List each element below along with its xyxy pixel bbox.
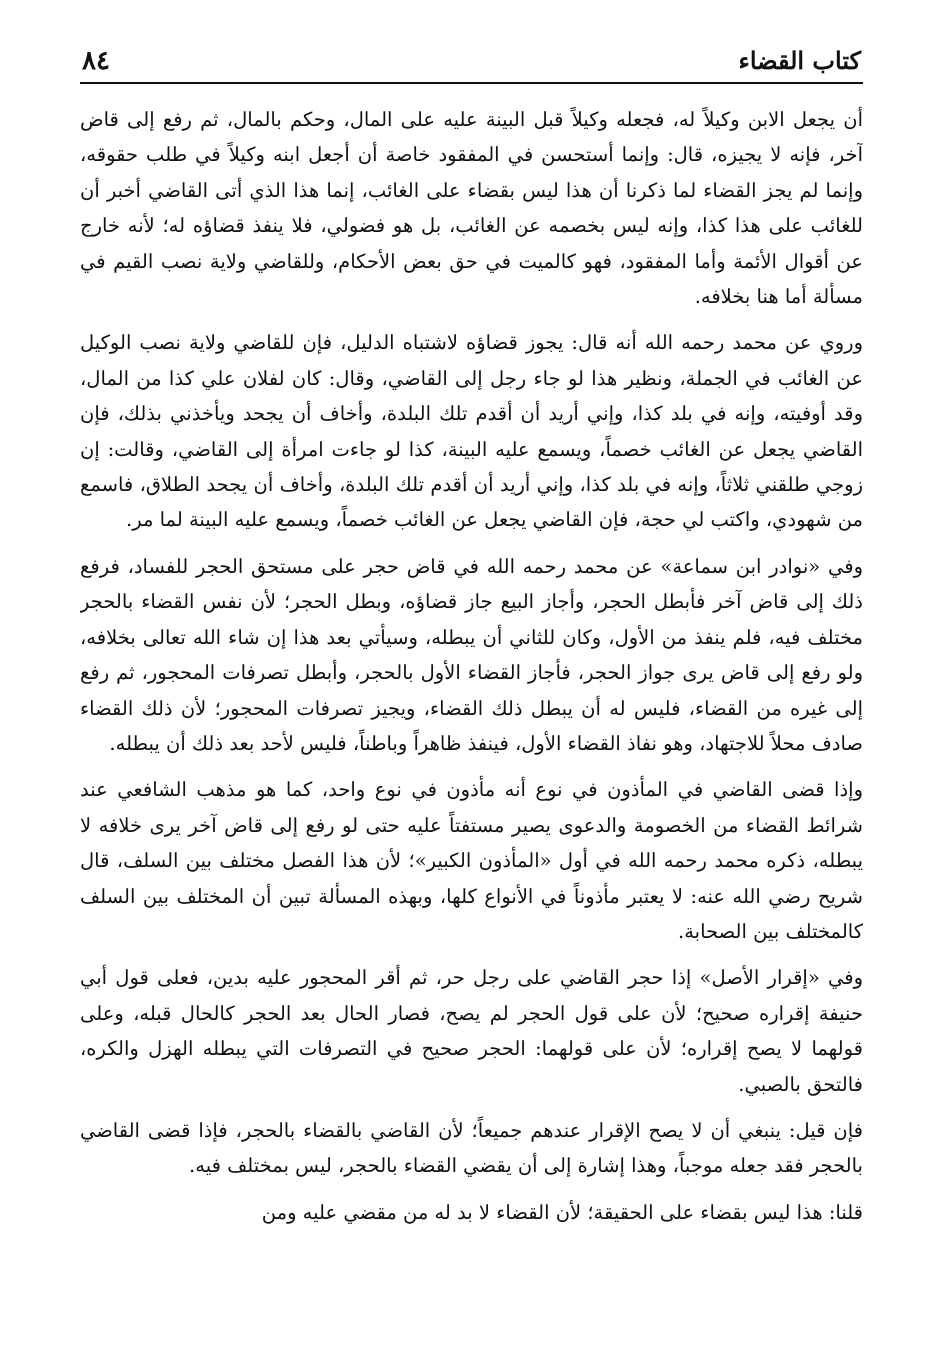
paragraph: وإذا قضى القاضي في المأذون في نوع أنه مأذون في نوع واحد، كما هو مذهب الشافعي عند شرائط القضاء من الخصومة والدعوى يصير مستفتاً عليه حتى لو رفع إلى قاض آخر يرى خلافه لا يبطله، ذكره محمد رحمه الله في أول «المأذون الكبير»؛ لأن هذا الفصل مختلف بين السلف، قال شريح رضي الله عنه: لا يعتبر مأذوناً في الأنواع كلها، وبهذه المسألة تبين أن المختلف بين السلف كالمختلف بين الصحابة. [80, 778, 863, 943]
paragraph: قلنا: هذا ليس بقضاء على الحقيقة؛ لأن القضاء لا بد له من مقضي عليه ومن [261, 1200, 863, 1224]
paragraph: فإن قيل: ينبغي أن لا يصح الإقرار عندهم جميعاً؛ لأن القاضي بالقضاء بالحجر، فإذا قضى القاضي بالحجر فقد جعله موجباً، وهذا إشارة إلى أن يقضي القضاء بالحجر، ليس بمختلف فيه. [80, 1118, 863, 1178]
paragraph: وفي «إقرار الأصل» إذا حجر القاضي على رجل حر، ثم أقر المحجور عليه بدين، فعلى قول أبي حنيفة إقراره صحيح؛ لأن على قول الحجر لم يصح، فصار الحال بعد الحجر كالحال قبله، وعلى قولهما لا يصح إقراره؛ لأن على قولهما: الحجر صحيح في التصرفات التي يبطله الهزل والكره، فالتحق بالصبي. [80, 966, 863, 1096]
page-header [80, 40, 863, 84]
paragraph: وروي عن محمد رحمه الله أنه قال: يجوز قضاؤه لاشتباه الدليل، فإن للقاضي ولاية نصب الوكيل عن الغائب في الجملة، ونظير هذا لو جاء رجل إلى القاضي، وقال: كان لفلان علي كذا من المال، وقد أوفيته، وإنه في بلد كذا، وإني أريد أن أقدم تلك البلدة، وأخاف أن يجحد ويأخذني بذلك، فإن القاضي يجعل عن الغائب خصماً، ويسمع عليه البينة، كذا لو جاءت امرأة إلى القاضي، وقالت: إن زوجي طلقني ثلاثاً، وإنه في بلد كذا، وإني أريد أن أقدم تلك البلدة، وأخاف أن يجحد الطلاق، فاسمع من شهودي، واكتب لي حجة، فإن القاضي يجعل عن الغائب خصماً، ويسمع عليه البينة لما مر. [80, 331, 863, 532]
page-body [80, 102, 863, 1230]
page-number: ٨٤ [82, 46, 110, 76]
paragraph: أن يجعل الابن وكيلاً له، فجعله وكيلاً قبل البينة عليه على المال، وحكم بالمال، ثم رفع إلى قاض آخر، فإنه لا يجيزه، قال: وإنما أستحسن في المفقود خاصة أن أجعل ابنه وكيلاً في طلب حقوقه، وإنما لم يجز القضاء لما ذكرنا أن هذا ليس بقضاء على الغائب، إنما هذا الذي أتى القاضي أخبر أن للغائب على هذا كذا، وإنه ليس بخصمه عن الغائب، بل هو فضولي، فلا ينفذ قضاؤه له؛ لأنه خارج عن أقوال الأئمة وأما المفقود، فهو كالميت في حق بعض الأحكام، وللقاضي ولاية نصب القيم في مسألة أما هنا بخلافه. [80, 108, 863, 309]
paragraph: وفي «نوادر ابن سماعة» عن محمد رحمه الله في قاض حجر على مستحق الحجر للفساد، فرفع ذلك إلى قاض آخر فأبطل الحجر، وأجاز البيع جاز قضاؤه، وبطل الحجر؛ لأن نفس القضاء بالحجر مختلف فيه، فلم ينفذ من الأول، وكان للثاني أن يبطله، وسيأتي بعد هذا إن شاء الله تعالى بخلافه، ولو رفع إلى قاض يرى جواز الحجر، فأجاز القضاء الأول بالحجر، وأبطل تصرفات المحجور، ثم رفع إلى غيره من القضاء، فليس له أن يبطل ذلك القضاء، ويجيز تصرفات المحجور؛ لأن ذلك القضاء صادف محلاً للاجتهاد، وهو نفاذ القضاء الأول، فينفذ ظاهراً وباطناً، فليس لأحد بعد ذلك أن يبطله. [80, 554, 863, 755]
book-title: كتاب القضاء [738, 46, 861, 75]
book-page [80, 40, 863, 1358]
